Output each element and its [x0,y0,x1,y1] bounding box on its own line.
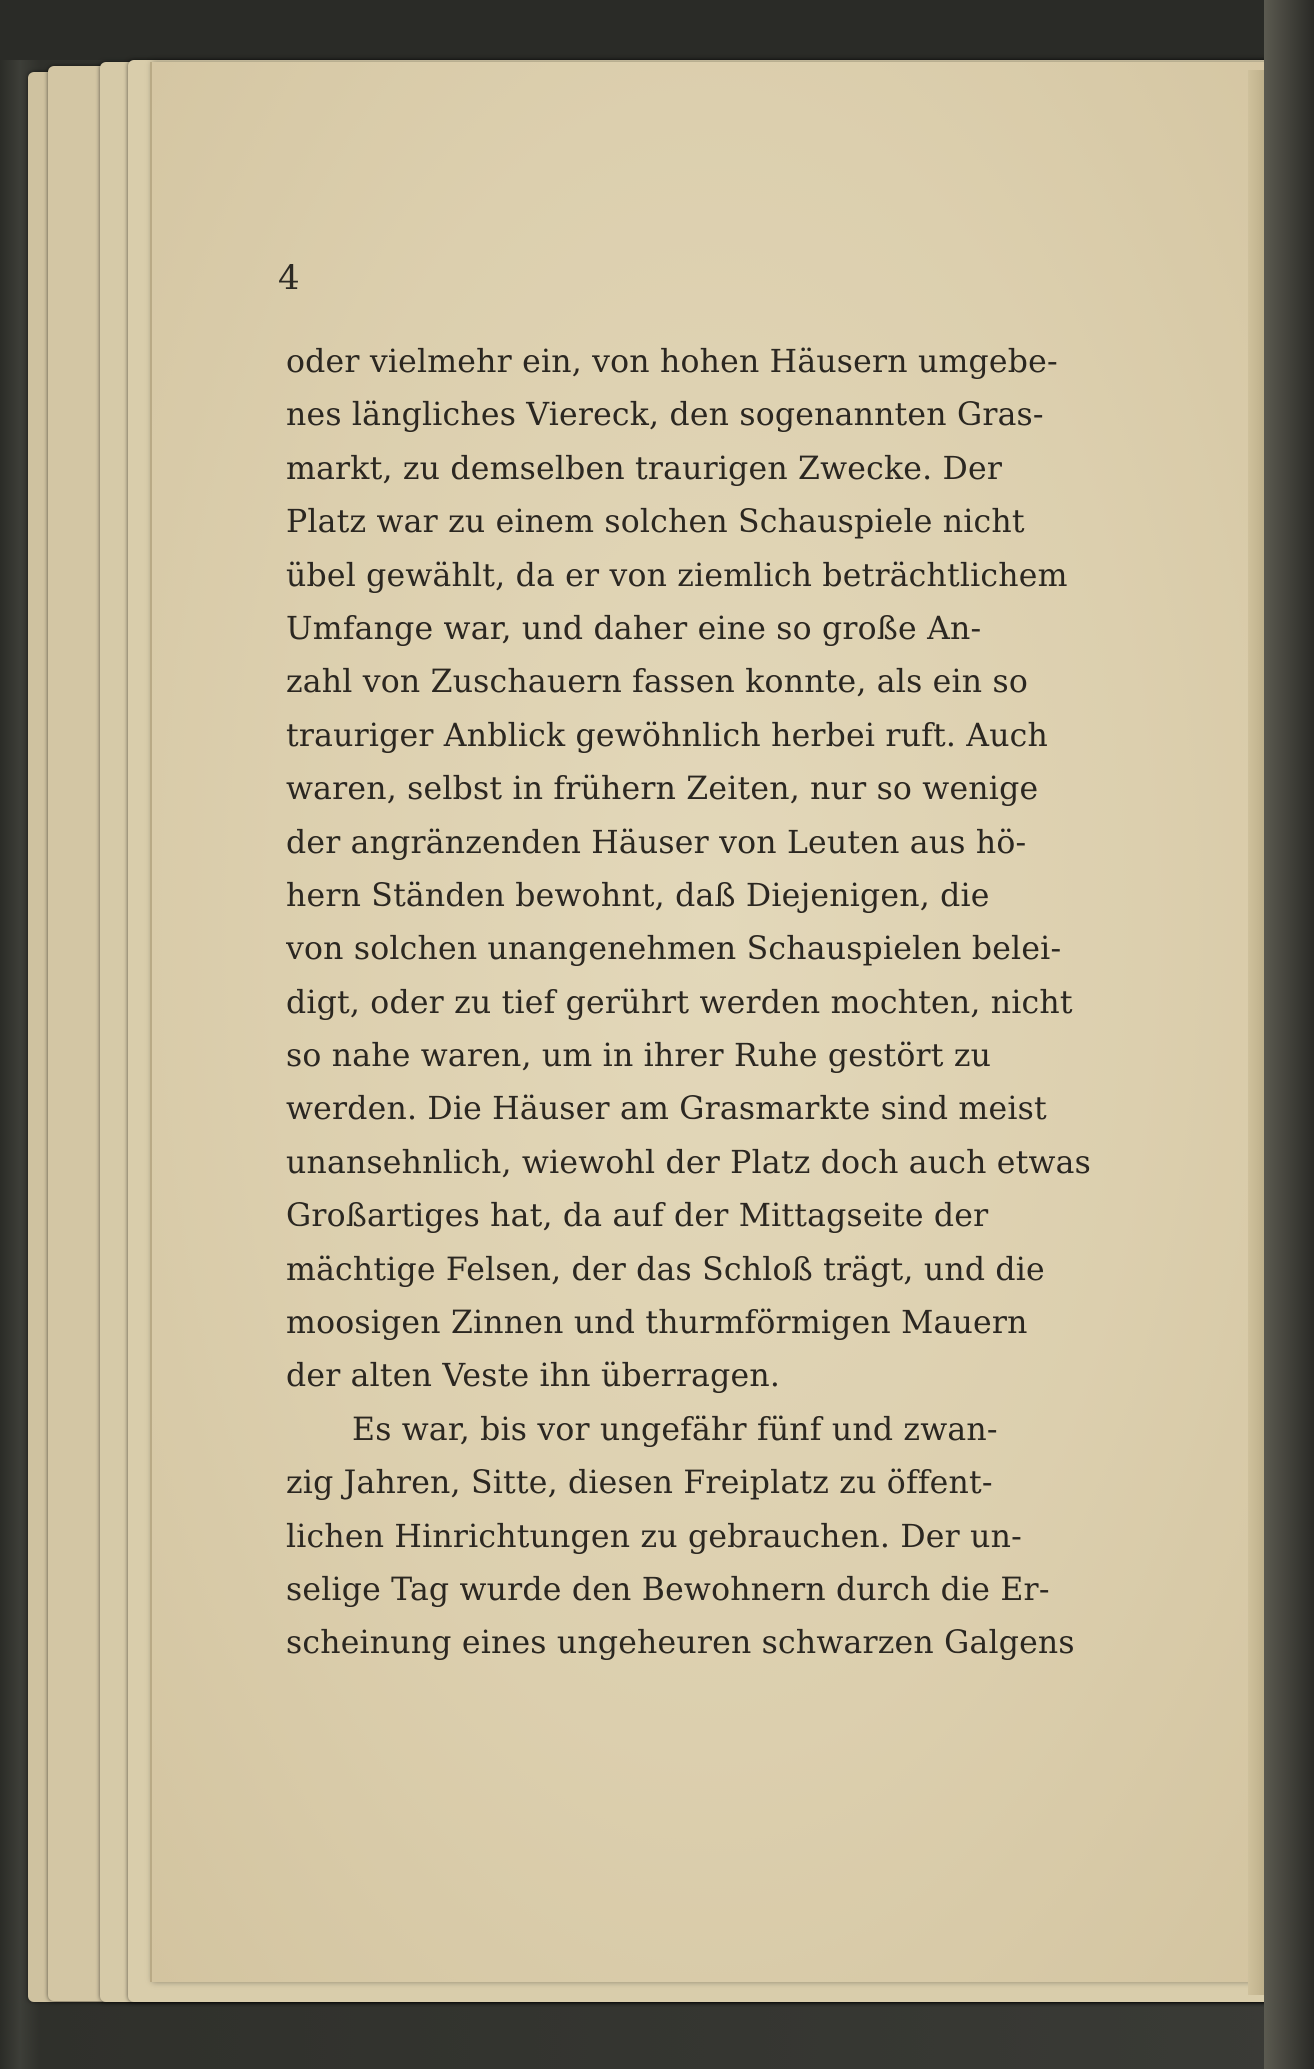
text-line: markt, zu demselben traurigen Zwecke. Der [286,450,1003,487]
text-line: unansehnlich, wiewohl der Platz doch auch etwas [286,1144,1091,1181]
text-line: hern Ständen bewohnt, daß Diejenigen, die [286,877,990,914]
text-line: trauriger Anblick gewöhnlich herbei ruft. Auch [286,717,1049,754]
text-line: moosigen Zinnen und thurmförmigen Mauern [286,1305,1028,1342]
text-line: zig Jahren, Sitte, diesen Freiplatz zu öffent- [286,1465,993,1502]
text-line: übel gewählt, da er von ziemlich beträchtlichem [286,557,1068,594]
book-spine [1264,0,1314,2069]
book-cover-top [0,0,1314,60]
text-line: der angränzenden Häuser von Leuten aus hö- [286,824,1027,861]
text-line: Platz war zu einem solchen Schauspiele nicht [286,504,1025,541]
text-line: werden. Die Häuser am Grasmarkte sind meist [286,1091,1047,1128]
page-number: 4 [278,258,300,298]
text-line: scheinung eines ungeheuren schwarzen Galgens [286,1625,1075,1662]
text-line: so nahe waren, um in ihrer Ruhe gestört zu [286,1038,992,1075]
text-line: von solchen unangenehmen Schauspielen belei- [286,931,1062,968]
text-line: der alten Veste ihn überragen. [286,1358,781,1395]
body-text [286,336,1206,1671]
text-line: Es war, bis vor ungefähr fünf und zwan- [352,1411,998,1448]
text-line: nes längliches Viereck, den sogenannten Gras- [286,397,1044,434]
text-line: selige Tag wurde den Bewohnern durch die Er- [286,1571,1050,1608]
text-line: waren, selbst in frühern Zeiten, nur so wenige [286,771,1039,808]
text-line: zahl von Zuschauern fassen konnte, als ein so [286,664,1028,701]
text-line: Großartiges hat, da auf der Mittagseite der [286,1198,989,1235]
text-line: lichen Hinrichtungen zu gebrauchen. Der un- [286,1518,1022,1555]
text-line: Umfange war, und daher eine so große An- [286,610,982,647]
text-line: digt, oder zu tief gerührt werden mochten, nicht [286,984,1073,1021]
text-line: oder vielmehr ein, von hohen Häusern umgebe- [286,344,1058,380]
text-line: mächtige Felsen, der das Schloß trägt, und die [286,1251,1045,1288]
